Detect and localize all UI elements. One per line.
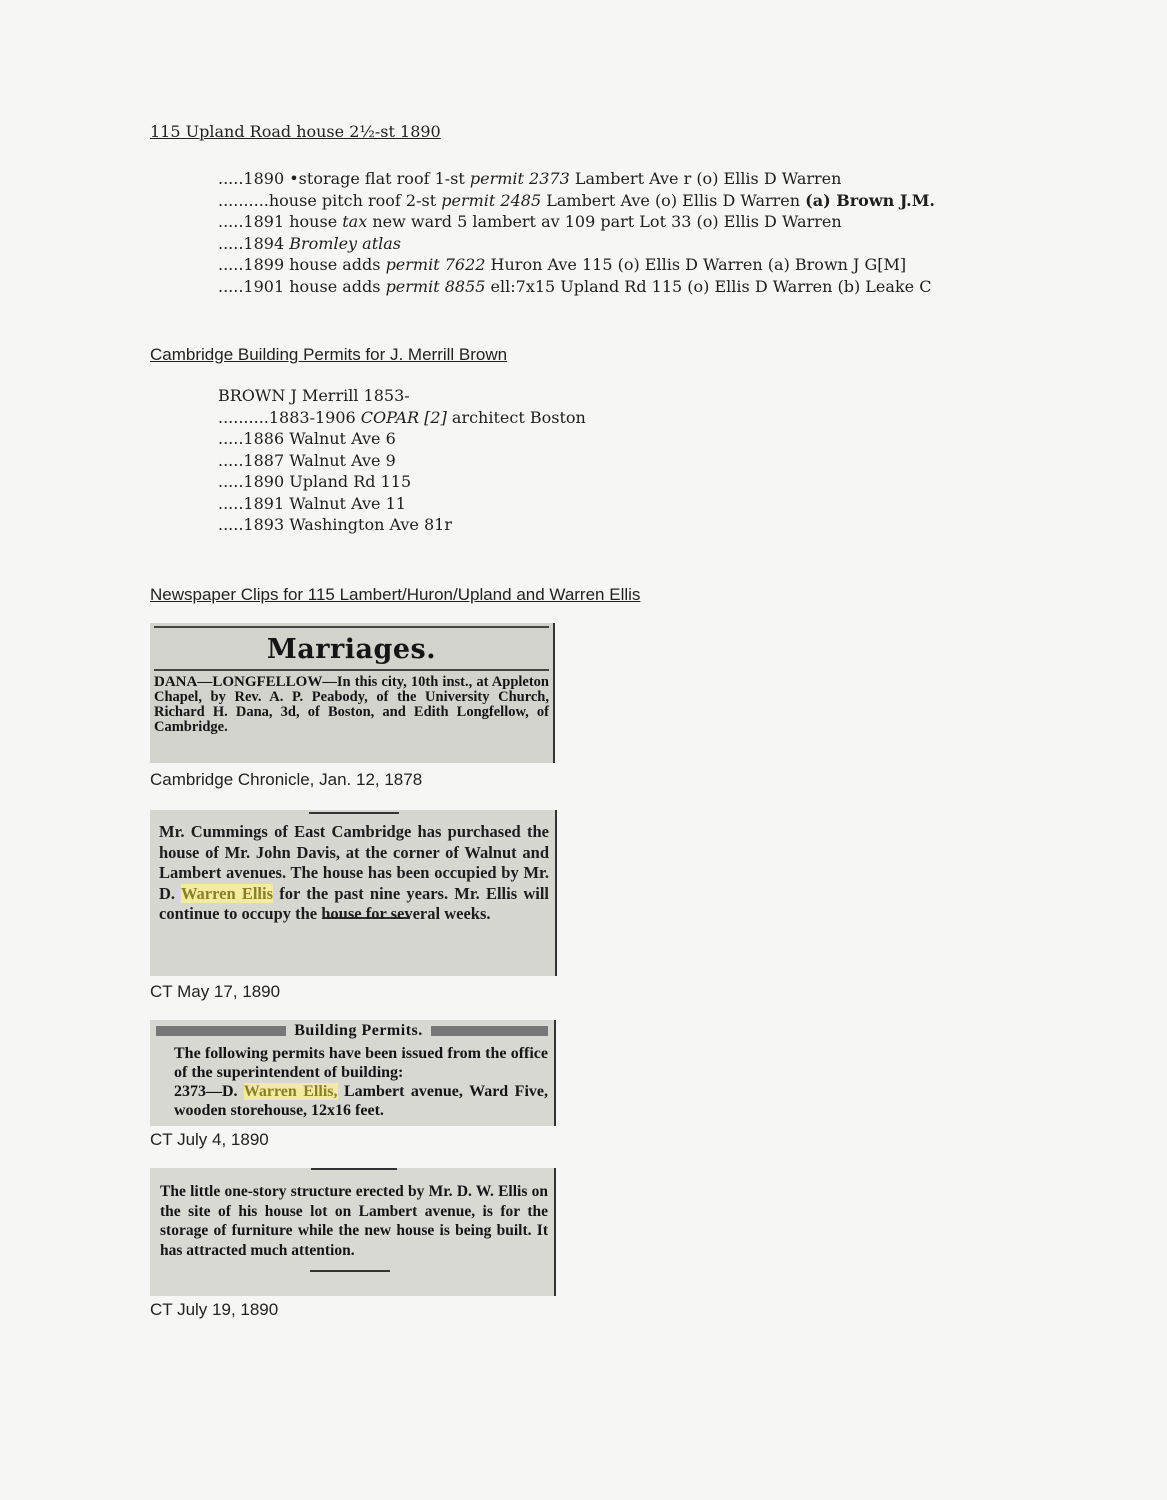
list-item: .....1893 Washington Ave 81r (218, 515, 452, 534)
clip-body: DANA—LONGFELLOW—In this city, 10th inst., at Appleton Chapel, by Rev. A. P. Peabody, of the University Church, Richard H. Dana, 3d, of Boston, and Edith Longfellow, of Cambridge. (154, 674, 549, 735)
clip-title: Marriages. (266, 634, 437, 665)
list-item: .....1890 Upland Rd 115 (218, 472, 412, 491)
highlighted-name: Warren Ellis (180, 883, 274, 903)
architect-note: (a) Brown J.M. (805, 190, 935, 210)
clip-title: Building Permits. (294, 1022, 423, 1039)
newspaper-clip-building-permits (150, 1020, 556, 1126)
clip-caption: CT May 17, 1890 (150, 982, 281, 1001)
list-item: .....1891 Walnut Ave 11 (218, 493, 406, 513)
list-item: .....1894 Bromley atlas (218, 233, 401, 253)
list-item: .....1891 house tax new ward 5 lambert av 109 part Lot 33 (o) Ellis D Warren (218, 212, 842, 231)
list-item: ..........1883-1906 COPAR [2] architect Boston (218, 407, 586, 427)
section-heading-newspaper: Newspaper Clips for 115 Lambert/Huron/Upland and Warren Ellis (150, 585, 641, 604)
clip-caption: CT July 19, 1890 (150, 1300, 279, 1319)
section-heading-house: 115 Upland Road house 2½-st 1890 (150, 122, 441, 141)
highlighted-name: Warren Ellis, (243, 1083, 338, 1100)
newspaper-clip-house-sale (150, 810, 557, 976)
house-record-list (218, 168, 935, 297)
list-item: .....1890 •storage flat roof 1-st permit 2373 Lambert Ave r (o) Ellis D Warren (218, 169, 842, 188)
clip-body: The following permits have been issued from the office of the superintendent of building: 2373—D. Warren Ellis, Lambert avenue, Ward Five, wooden storehouse, 12x16 feet. (174, 1045, 549, 1119)
list-item: .....1901 house adds permit 8855 ell:7x15 Upland Rd 115 (o) Ellis D Warren (b) Leake C (218, 276, 932, 296)
list-item: BROWN J Merrill 1853- (218, 386, 410, 405)
clip-caption: Cambridge Chronicle, Jan. 12, 1878 (150, 770, 423, 789)
list-item: .....1899 house adds permit 7622 Huron Ave 115 (o) Ellis D Warren (a) Brown J G[M] (218, 255, 907, 274)
clip-body: Mr. Cummings of East Cambridge has purchased the house of Mr. John Davis, at the corner of Walnut and Lambert avenues. The house has been occupied by Mr. D. Warren Ellis for the past nine years. Mr. Ellis will continue to occupy the house for several weeks. (159, 822, 550, 923)
newspaper-clip-marriages (150, 623, 555, 763)
clip-body: The little one-story structure erected by Mr. D. W. Ellis on the site of his house lot on Lambert avenue, is for the storage of furniture while the new house is being built. It has attracted much attention. (160, 1183, 548, 1259)
clip-caption: CT July 4, 1890 (150, 1130, 269, 1149)
list-item: .....1886 Walnut Ave 6 (218, 429, 396, 448)
list-item: .....1887 Walnut Ave 9 (218, 450, 396, 470)
section-heading-permits: Cambridge Building Permits for J. Merrill Brown (150, 345, 508, 364)
list-item: ..........house pitch roof 2-st permit 2485 Lambert Ave (o) Ellis D Warren (a) Brown J.M. (218, 190, 935, 210)
newspaper-clip-storage-structure (150, 1168, 556, 1296)
architect-permit-list (218, 385, 586, 536)
